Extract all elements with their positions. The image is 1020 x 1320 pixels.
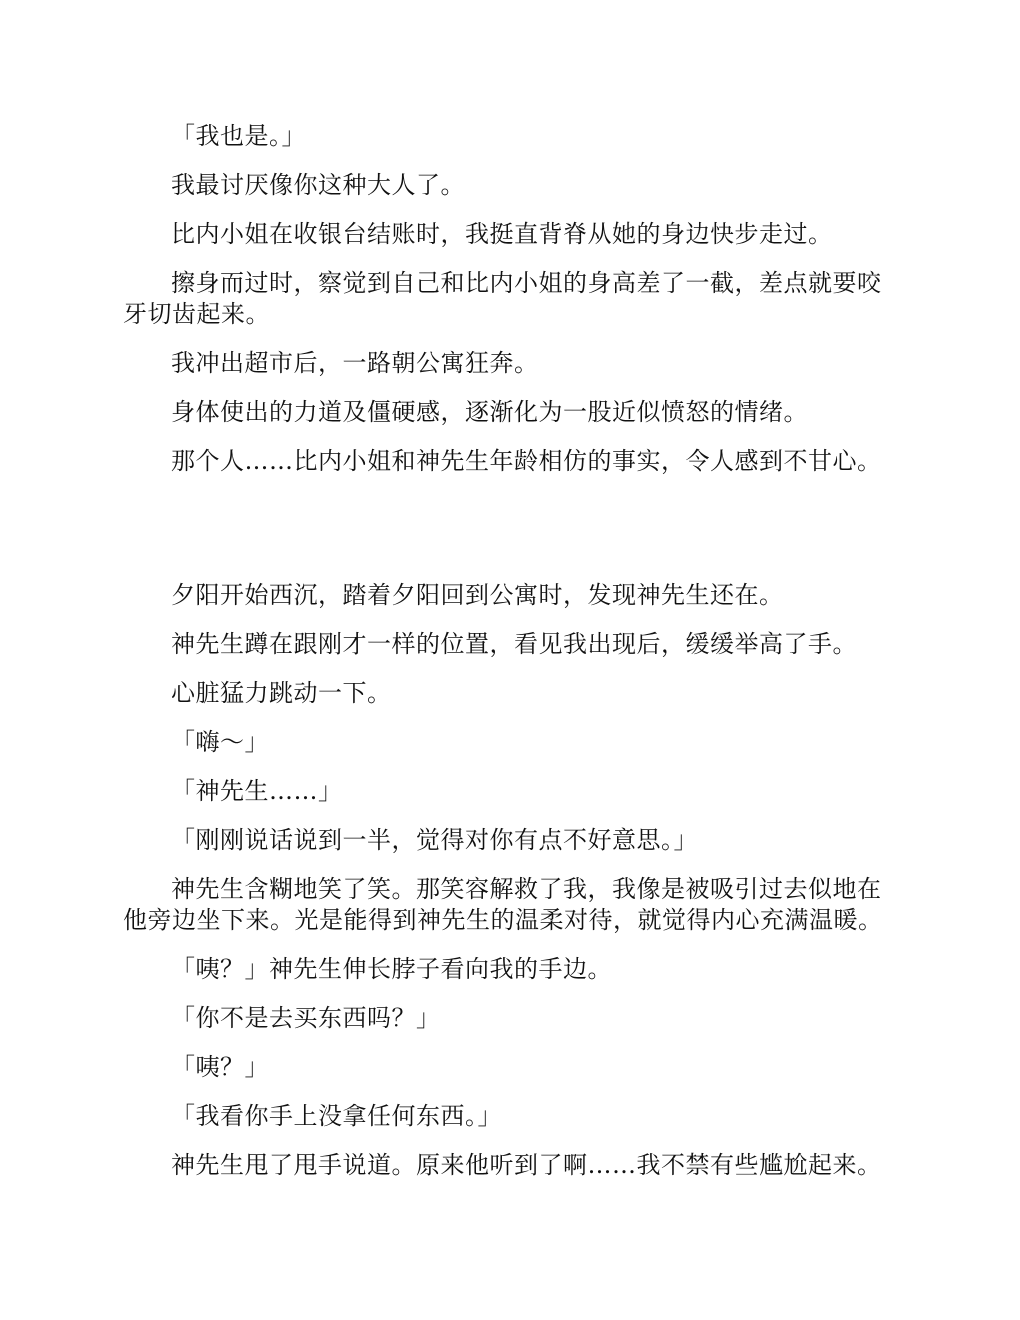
paragraph: 心脏猛力跳动一下。 [171, 679, 392, 707]
paragraph: 神先生甩了甩手说道。原来他听到了啊……我不禁有些尴尬起来。 [171, 1151, 882, 1179]
paragraph: 神先生蹲在跟刚才一样的位置，看见我出现后，缓缓举高了手。 [171, 630, 857, 658]
paragraph: 「我也是。」 [171, 122, 306, 150]
paragraph: 夕阳开始西沉，踏着夕阳回到公寓时，发现神先生还在。 [171, 581, 784, 609]
paragraph: 那个人……比内小姐和神先生年龄相仿的事实，令人感到不甘心。 [171, 447, 882, 475]
paragraph: 「嗨～」 [171, 728, 269, 756]
paragraph: 身体使出的力道及僵硬感，逐渐化为一股近似愤怒的情绪。 [171, 398, 808, 426]
paragraph: 我冲出超市后，一路朝公寓狂奔。 [171, 349, 539, 377]
paragraph: 「神先生……」 [171, 777, 343, 805]
paragraph: 「你不是去买东西吗？」 [171, 1004, 441, 1032]
paragraph: 「咦？」神先生伸长脖子看向我的手边。 [171, 955, 612, 983]
section-2 [123, 580, 898, 1181]
paragraph: 我最讨厌像你这种大人了。 [171, 171, 465, 199]
paragraph: 神先生含糊地笑了笑。那笑容解救了我，我像是被吸引过去似地在他旁边坐下来。光是能得到神先生的温柔对待，就觉得内心充满温暖。 [123, 875, 883, 934]
paragraph: 擦身而过时，察觉到自己和比内小姐的身高差了一截，差点就要咬牙切齿起来。 [123, 269, 882, 328]
section-1 [123, 121, 898, 477]
paragraph: 「刚刚说话说到一半，觉得对你有点不好意思。」 [171, 826, 698, 854]
paragraph: 比内小姐在收银台结账时，我挺直背脊从她的身边快步走过。 [171, 220, 833, 248]
paragraph: 「我看你手上没拿任何东西。」 [171, 1102, 502, 1130]
paragraph: 「咦？」 [171, 1053, 269, 1081]
